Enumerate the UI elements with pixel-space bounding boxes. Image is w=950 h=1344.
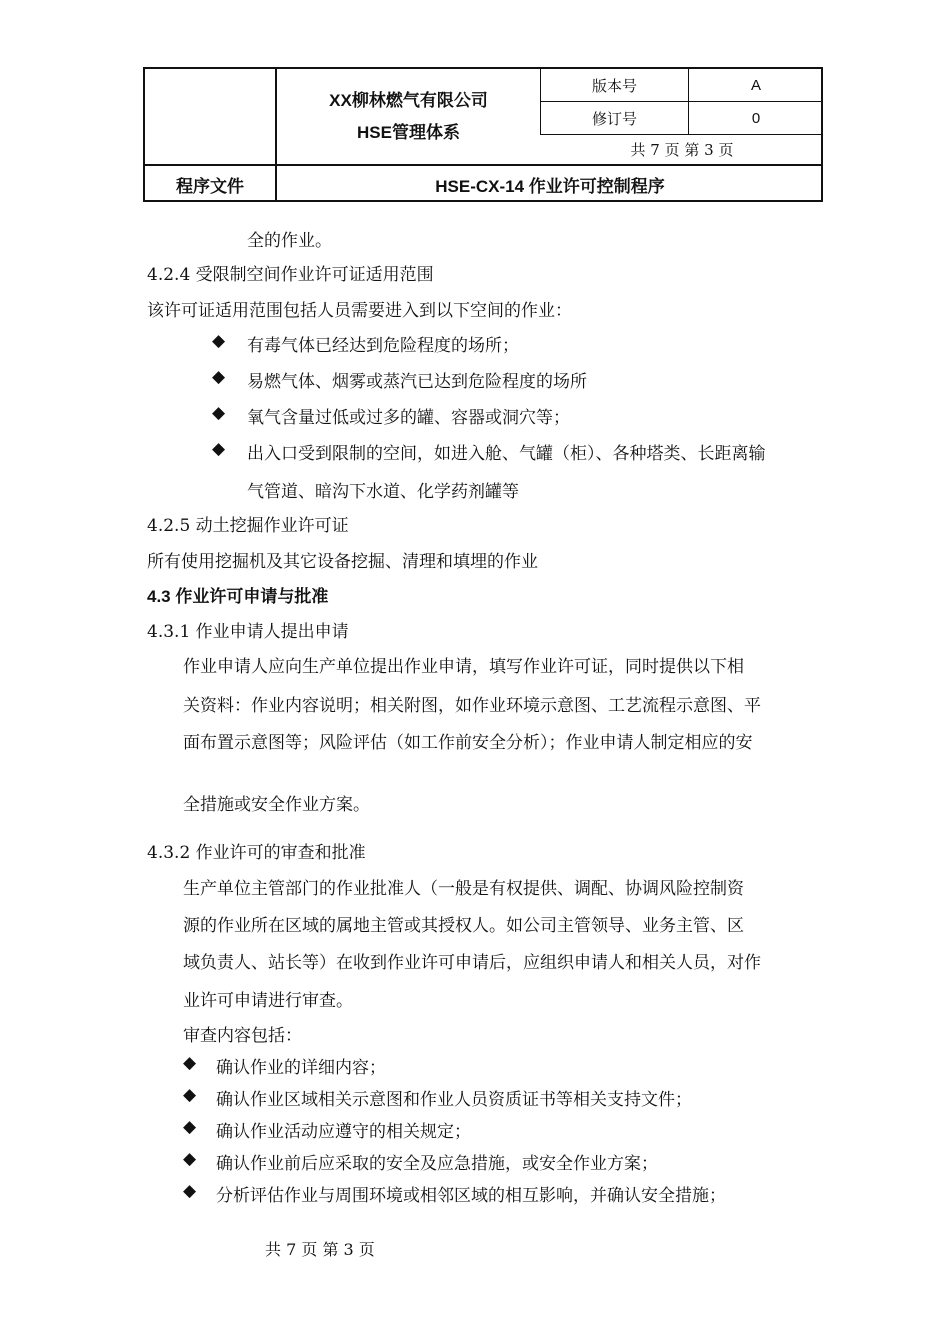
list-item: 分析评估作业与周围环境或相邻区域的相互影响，并确认安全措施； bbox=[216, 1186, 726, 1206]
paragraph-line: 生产单位主管部门的作业批准人（一般是有权提供、调配、协调风险控制资 bbox=[183, 879, 744, 899]
list-item: 确认作业的详细内容； bbox=[216, 1058, 386, 1078]
document-header-table bbox=[143, 67, 823, 202]
list-item: 确认作业区域相关示意图和作业人员资质证书等相关支持文件； bbox=[216, 1090, 692, 1110]
list-item: 出入口受到限制的空间，如进入舱、气罐（柜）、各种塔类、长距离输 bbox=[247, 444, 766, 464]
list-item: 有毒气体已经达到危险程度的场所； bbox=[247, 336, 519, 356]
paragraph-line: 面布置示意图等；风险评估（如工作前安全分析）；作业申请人制定相应的安 bbox=[183, 733, 753, 753]
paragraph-line: 作业申请人应向生产单位提出作业申请，填写作业许可证，同时提供以下相 bbox=[183, 657, 744, 677]
paragraph-line: 全措施或安全作业方案。 bbox=[183, 795, 370, 815]
list-item: 氧气含量过低或过多的罐、容器或洞穴等； bbox=[247, 408, 570, 428]
bullet-diamond-icon: ◆ bbox=[212, 403, 226, 423]
paragraph-line: 域负责人、站长等）在收到作业许可申请后，应组织申请人和相关人员，对作 bbox=[183, 953, 761, 973]
continued-text: 全的作业。 bbox=[247, 231, 332, 251]
page-footer: 共 7 页 第 3 页 bbox=[265, 1240, 375, 1259]
bullet-diamond-icon: ◆ bbox=[212, 367, 226, 387]
section-4-2-5-text: 所有使用挖掘机及其它设备挖掘、清理和填埋的作业 bbox=[147, 552, 538, 572]
bullet-diamond-icon: ◆ bbox=[212, 331, 226, 351]
section-4-2-4-intro: 该许可证适用范围包括人员需要进入到以下空间的作业： bbox=[147, 301, 572, 321]
section-4-3-heading: 4.3 作业许可申请与批准 bbox=[147, 587, 329, 606]
document-type: 程序文件 bbox=[176, 176, 244, 196]
bullet-diamond-icon: ◆ bbox=[183, 1117, 197, 1137]
bullet-diamond-icon: ◆ bbox=[183, 1085, 197, 1105]
bullet-diamond-icon: ◆ bbox=[183, 1053, 197, 1073]
list-item-continued: 气管道、暗沟下水道、化学药剂罐等 bbox=[247, 482, 519, 502]
management-system: HSE管理体系 bbox=[357, 122, 460, 142]
paragraph-line: 业许可申请进行审查。 bbox=[183, 991, 353, 1011]
list-item: 确认作业活动应遵守的相关规定； bbox=[216, 1122, 471, 1142]
document-title: HSE-CX-14 作业许可控制程序 bbox=[435, 176, 665, 196]
version-value: A bbox=[750, 76, 761, 94]
paragraph-line: 关资料：作业内容说明；相关附图，如作业环境示意图、工艺流程示意图、平 bbox=[183, 696, 761, 716]
page-count-header: 共 7 页 第 3 页 bbox=[630, 141, 734, 159]
revision-label: 修订号 bbox=[591, 109, 637, 128]
version-label: 版本号 bbox=[591, 76, 637, 95]
company-name: XX柳林燃气有限公司 bbox=[329, 90, 488, 110]
section-4-3-2-heading: 4.3.2 作业许可的审查和批准 bbox=[147, 843, 366, 863]
bullet-diamond-icon: ◆ bbox=[212, 439, 226, 459]
section-4-2-4-heading: 4.2.4 受限制空间作业许可证适用范围 bbox=[147, 265, 434, 285]
review-intro: 审查内容包括： bbox=[183, 1026, 302, 1046]
list-item: 确认作业前后应采取的安全及应急措施，或安全作业方案； bbox=[216, 1154, 658, 1174]
list-item: 易燃气体、烟雾或蒸汽已达到危险程度的场所 bbox=[247, 372, 587, 392]
section-4-2-5-heading: 4.2.5 动土挖掘作业许可证 bbox=[147, 516, 349, 536]
bullet-diamond-icon: ◆ bbox=[183, 1149, 197, 1169]
paragraph-line: 源的作业所在区域的属地主管或其授权人。如公司主管领导、业务主管、区 bbox=[183, 916, 744, 936]
revision-value: 0 bbox=[751, 109, 761, 127]
section-4-3-1-heading: 4.3.1 作业申请人提出申请 bbox=[147, 622, 349, 642]
bullet-diamond-icon: ◆ bbox=[183, 1181, 197, 1201]
